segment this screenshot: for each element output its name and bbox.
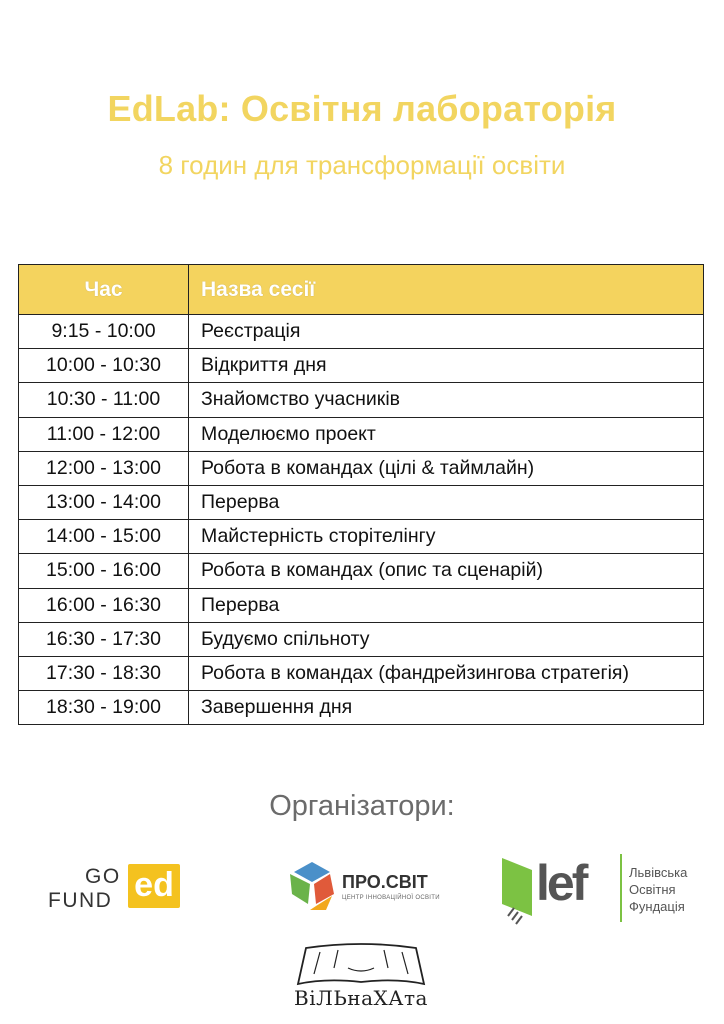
page-subtitle: 8 годин для трансформації освіти (158, 150, 566, 180)
session-cell: Перерва (189, 485, 704, 519)
session-cell: Моделюємо проект (189, 417, 704, 451)
time-cell: 18:30 - 19:00 (19, 691, 189, 725)
time-cell: 15:00 - 16:00 (19, 554, 189, 588)
vilnakhata-logo-name: ВіЛЬнаХАта (294, 986, 428, 1010)
table-row (19, 383, 704, 417)
lef-logo-caption (629, 864, 687, 915)
time-cell: 16:30 - 17:30 (19, 622, 189, 656)
lef-logo-mark: lef (536, 855, 586, 911)
lef-caption-line: Освітня (629, 882, 676, 897)
time-cell: 16:00 - 16:30 (19, 588, 189, 622)
time-cell: 10:00 - 10:30 (19, 349, 189, 383)
schedule-table (18, 264, 704, 725)
session-cell: Робота в командах (фандрейзингова стратегія) (189, 656, 704, 690)
session-cell: Робота в командах (опис та сценарій) (189, 554, 704, 588)
lef-caption-line: Фундація (629, 899, 685, 914)
lef-mark-icon (500, 856, 540, 928)
time-cell: 9:15 - 10:00 (19, 315, 189, 349)
table-row (19, 554, 704, 588)
session-cell: Будуємо спільноту (189, 622, 704, 656)
session-cell: Робота в командах (цілі & таймлайн) (189, 451, 704, 485)
session-cell: Відкриття дня (189, 349, 704, 383)
table-row (19, 451, 704, 485)
table-row (19, 622, 704, 656)
gofunded-logo-fund: FUND (48, 889, 113, 912)
table-row (19, 520, 704, 554)
session-cell: Знайомство учасників (189, 383, 704, 417)
table-row (19, 417, 704, 451)
house-roof-icon (286, 938, 436, 990)
time-cell: 14:00 - 15:00 (19, 520, 189, 554)
lef-logo-divider (620, 854, 622, 922)
column-header-time: Час (19, 265, 189, 315)
column-header-session: Назва сесії (189, 265, 704, 315)
gofunded-logo (48, 862, 188, 912)
lef-logo (500, 854, 710, 930)
table-row (19, 691, 704, 725)
time-cell: 13:00 - 14:00 (19, 485, 189, 519)
time-cell: 17:30 - 18:30 (19, 656, 189, 690)
table-row (19, 485, 704, 519)
gofunded-logo-badge: ed (128, 864, 180, 908)
time-cell: 10:30 - 11:00 (19, 383, 189, 417)
session-cell: Завершення дня (189, 691, 704, 725)
prosvit-logo (286, 858, 440, 914)
vilnakhata-logo (286, 938, 436, 1018)
time-cell: 11:00 - 12:00 (19, 417, 189, 451)
session-cell: Перерва (189, 588, 704, 622)
session-cell: Реєстрація (189, 315, 704, 349)
lef-caption-line: Львівська (629, 865, 688, 880)
prosvit-logo-name: ПРО.СВІТ (342, 872, 428, 892)
prosvit-mark-icon (286, 860, 338, 912)
time-cell: 12:00 - 13:00 (19, 451, 189, 485)
table-row (19, 315, 704, 349)
gofunded-logo-go: GO (85, 865, 121, 888)
prosvit-logo-tagline: ЦЕНТР ІННОВАЦІЙНОЇ ОСВІТИ (342, 895, 440, 901)
table-row (19, 656, 704, 690)
organizers-heading: Організатори: (269, 790, 455, 822)
schedule-header-row (19, 265, 704, 315)
table-row (19, 349, 704, 383)
table-row (19, 588, 704, 622)
page-title: EdLab: Освітня лабораторія (107, 88, 617, 129)
session-cell: Майстерність сторітелінгу (189, 520, 704, 554)
